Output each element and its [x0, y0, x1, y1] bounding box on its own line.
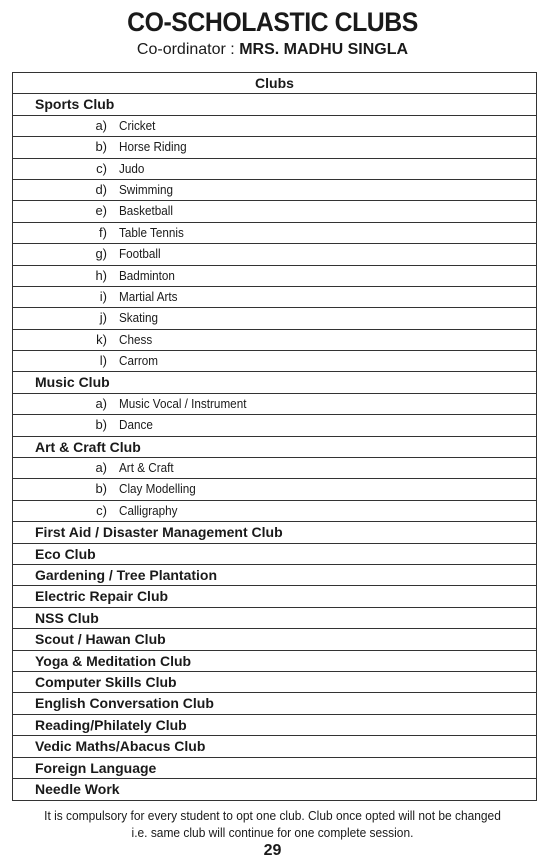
sub-item-label: Judo: [119, 160, 145, 176]
sub-item-letter: b): [95, 417, 107, 433]
club-group-row: Eco Club: [13, 544, 536, 565]
sub-item-letter: c): [96, 502, 107, 518]
sub-item-letter: b): [95, 481, 107, 497]
sub-item-letter: a): [95, 460, 107, 476]
sub-item-letter: a): [95, 395, 107, 411]
club-sub-row: [13, 415, 536, 436]
sub-item-letter: d): [95, 181, 107, 197]
sub-item-label: Swimming: [119, 181, 173, 197]
sub-item-letter: i): [99, 288, 107, 304]
club-sub-row: [13, 223, 536, 244]
page-title: CO-SCHOLASTIC CLUBS: [127, 7, 418, 37]
sub-item-label: Calligraphy: [119, 502, 178, 518]
club-sub-row: [13, 116, 536, 137]
sub-item-letter: e): [95, 203, 107, 219]
sub-item-letter: k): [96, 331, 107, 347]
club-sub-row: [13, 201, 536, 222]
club-sub-row: [13, 137, 536, 158]
club-group-row: Scout / Hawan Club: [13, 629, 536, 650]
club-sub-row: [13, 159, 536, 180]
table-body: [13, 94, 536, 800]
club-sub-row: [13, 308, 536, 329]
sub-item-label: Music Vocal / Instrument: [119, 395, 247, 411]
footer-note: [22, 807, 523, 841]
club-sub-row: [13, 244, 536, 265]
club-sub-row: [13, 458, 536, 479]
page-number: 29: [263, 842, 282, 859]
club-group-row: NSS Club: [13, 608, 536, 629]
footer-line-2: i.e. same club will continue for one complete session.: [131, 825, 414, 840]
sub-item-label: Carrom: [119, 353, 159, 369]
sub-item-letter: l): [99, 353, 107, 369]
sub-item-label: Martial Arts: [119, 288, 178, 304]
sub-item-label: Badminton: [119, 267, 175, 283]
club-group-row: Yoga & Meditation Club: [13, 651, 536, 672]
club-sub-row: [13, 180, 536, 201]
sub-item-label: Dance: [119, 417, 153, 433]
club-sub-row: [13, 394, 536, 415]
club-group-row: First Aid / Disaster Management Club: [13, 522, 536, 543]
club-group-row: Reading/Philately Club: [13, 715, 536, 736]
coordinator-line: [0, 40, 545, 60]
sub-item-label: Table Tennis: [119, 224, 184, 240]
coordinator-prefix: Co-ordinator :: [136, 41, 240, 58]
club-sub-row: [13, 287, 536, 308]
sub-item-label: Basketball: [119, 203, 173, 219]
sub-item-label: Football: [119, 246, 161, 262]
clubs-table: [12, 72, 537, 801]
table-header: Clubs: [13, 73, 536, 94]
club-sub-row: [13, 266, 536, 287]
club-group-row: Electric Repair Club: [13, 586, 536, 607]
sub-item-letter: a): [95, 117, 107, 133]
club-group-row: Vedic Maths/Abacus Club: [13, 736, 536, 757]
sub-item-letter: c): [96, 160, 107, 176]
sub-item-label: Chess: [119, 331, 153, 347]
club-group-row: Sports Club: [13, 94, 536, 115]
club-sub-row: [13, 479, 536, 500]
sub-item-label: Cricket: [119, 117, 156, 133]
club-group-row: Art & Craft Club: [13, 437, 536, 458]
sub-item-label: Skating: [119, 310, 159, 326]
club-sub-row: [13, 330, 536, 351]
club-group-row: Gardening / Tree Plantation: [13, 565, 536, 586]
club-group-row: Music Club: [13, 372, 536, 393]
club-group-row: Computer Skills Club: [13, 672, 536, 693]
footer-line-1: It is compulsory for every student to opt one club. Club once opted will not be changed: [44, 808, 501, 823]
sub-item-letter: b): [95, 139, 107, 155]
sub-item-letter: g): [95, 246, 107, 262]
club-group-row: Needle Work: [35, 780, 120, 797]
sub-item-label: Clay Modelling: [119, 481, 196, 497]
club-sub-row: [13, 501, 536, 522]
sub-item-letter: h): [95, 267, 107, 283]
club-group-row: Foreign Language: [13, 758, 536, 779]
sub-item-letter: f): [99, 224, 107, 240]
coordinator-name: MRS. MADHU SINGLA: [239, 41, 409, 58]
club-group-row: English Conversation Club: [13, 693, 536, 714]
club-sub-row: [13, 351, 536, 372]
sub-item-label: Horse Riding: [119, 139, 187, 155]
sub-item-letter: j): [99, 310, 107, 326]
sub-item-label: Art & Craft: [119, 460, 174, 476]
